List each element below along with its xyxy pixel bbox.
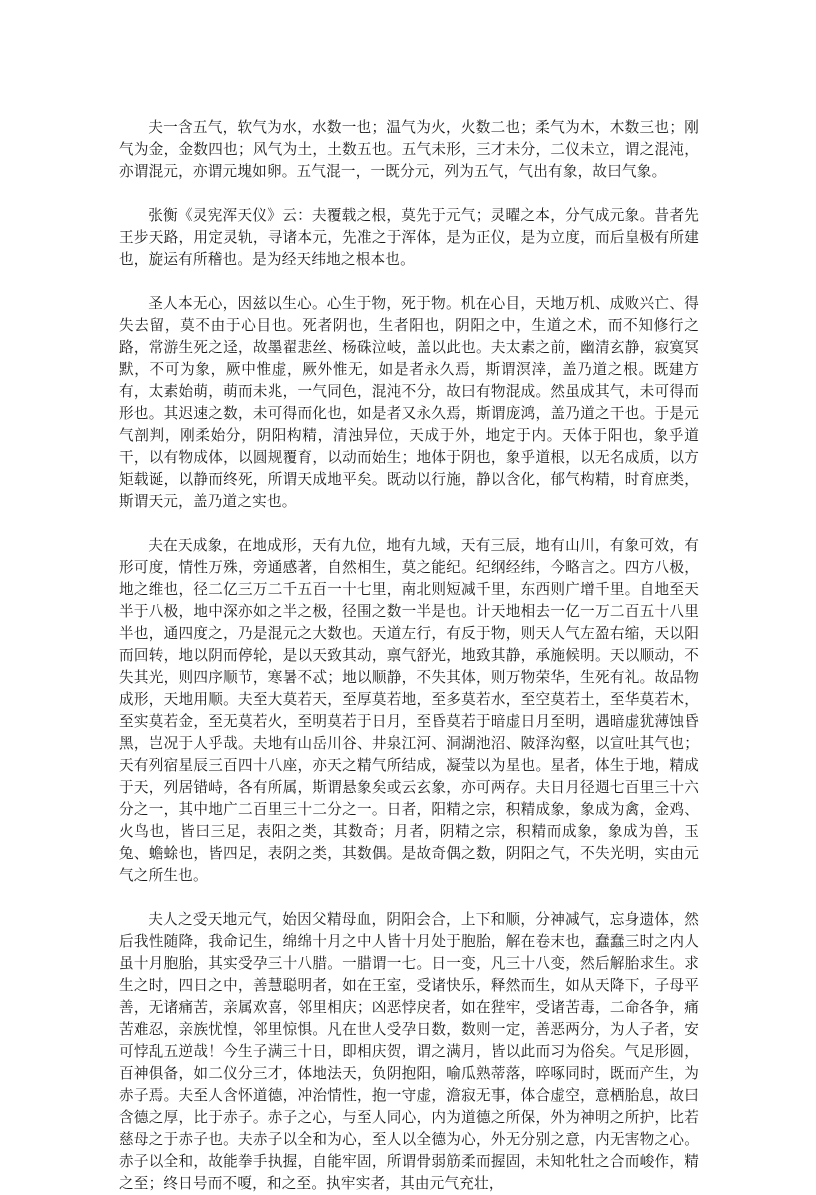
paragraph-heaven-earth: 夫在天成象，在地成形，天有九位，地有九域，天有三辰，地有山川，有象可效，有形可度，情性万殊，旁通感著，自然相生，莫之能纪。纪纲经纬，今略言之。四方八极，地之维也，径二亿三万二千五百一十七里，南北则短减千里，东西则广增千里。自地至天半于八极，地中深亦如之半之极，径围之数一半是也。计天地相去一亿一万二百五十八里半也，通四度之，乃是混元之大数也。天道左行，有反于物，则天人气左盈右缩，天以阳而回转，地以阴而停轮，是以天致其动，禀气舒光，地致其静，承施候明。天以顺动，不失其光，则四序顺节，寒暑不忒；地以顺静，不失其体，则万物荣华，生死有礼。故品物成形，天地用顺。夫至大莫若天，至厚莫若地，至多莫若水，至空莫若土，至华莫若木，至实莫若金，至无莫若火，至明莫若于日月，至昏莫若于暗虚日月至明，遇暗虚犹薄蚀昏黑，岂况于人乎哉。夫地有山岳川谷、井泉江河、洞湖池沼、陂泽沟壑，以宣吐其气也；天有列宿星辰三百四十八座，亦天之精气所结成，凝莹以为星也。星者，体生于地，精成于天，列居错峙，各有所属，斯谓悬象矣或云玄象，亦可两存。夫日月径週七百里三十六分之一，其中地广二百里三十二分之一。日者，阳精之宗，积精成象，象成为禽，金鸡、火鸟也，皆曰三足，表阳之类，其数奇；月者，阴精之宗，积精而成象，象成为兽，玉兔、蟾蜍也，皆四足，表阴之类，其数偶。是故奇偶之数，阴阳之气，不失光明，实由元气之所生也。 xyxy=(119,537,699,884)
paragraph-zhang-heng: 张衡《灵宪浑天仪》云：夫覆载之根，莫先于元气；灵曜之本，分气成元象。昔者先王步天路，用定灵轨，寻诸本元，先准之于浑体，是为正仪，是为立度，而后皇极有所建也，旋运有所稽也。是为经天纬地之根本也。 xyxy=(119,207,699,268)
paragraph-five-qi: 夫一含五气，软气为水，水数一也；温气为火，火数二也；柔气为木，木数三也；刚气为金，金数四也；风气为土，土数五也。五气未形，三才未分，二仪未立，谓之混沌，亦谓混元，亦谓元塊如卵。五气混一，一既分元，列为五气，气出有象，故曰气象。 xyxy=(119,119,699,180)
paragraph-sage-mind: 圣人本无心，因兹以生心。心生于物，死于物。机在心目，天地万机、成败兴亡、得失去留，莫不由于心目也。死者阴也，生者阳也，阴阳之中，生道之术，而不知修行之路，常游生死之迳，故墨翟悲丝、杨硃泣岐，盖以此也。夫太素之前，幽清玄静，寂寞冥默，不可为象，厥中惟虚，厥外惟无，如是者永久焉，斯谓溟涬，盖乃道之根。既建方有，太素始萌，萌而未兆，一气同色，混沌不分，故曰有物混成。然虽成其气，未可得而形也。其迟速之数，未可得而化也，如是者又永久焉，斯谓庞鸿，盖乃道之干也。于是元气剖判，刚柔始分，阴阳构精，清浊异位，天成于外，地定于内。天体于阳也，象乎道干，以有物成体，以圆规覆育，以动而始生；地体于阴也，象乎道根，以无名成质，以方矩载诞，以静而终死，所谓天成地平矣。既动以行施，静以含化，郁气构精，时育庶类，斯谓天元，盖乃道之实也。 xyxy=(119,295,699,510)
document-body xyxy=(119,117,699,1195)
paragraph-human-birth: 夫人之受天地元气，始因父精母血，阴阳会合，上下和顺，分神减气，忘身遗体，然后我性随降，我命记生，绵绵十月之中人皆十月处于胞胎，解在卷末也，蠢蠢三时之内人虽十月胞胎，其实受孕三十八腊。一腊谓一七。日一变，凡三十八变，然后解胎求生。求生之时，四日之中，善慧聪明者，如在王室，受诸快乐，释然而生，如从天降下，子母平善，无诸痛苦，亲属欢喜，邻里相庆；凶恶悖戾者，如在狴牢，受诸苦毒，二命各争，痛苦难忍，亲族忧惶，邻里惊惧。凡在世人受孕日数，数则一定，善恶两分，为人子者，安可悖乱五逆哉！今生子满三十日，即相庆贺，谓之满月，皆以此而习为俗矣。气足形圆，百神俱备，如二仪分三才，体地法天，负阴抱阳，喻瓜熟蒂落，啐啄同时，既而产生，为赤子焉。夫至人含怀道德，冲治情性，抱一守虚，澹寂无事，体合虚空，意栖胎息，故曰含德之厚，比于赤子。赤子之心，与至人同心，内为道德之所保，外为神明之所护，比若慈母之于赤子也。夫赤子以全和为心，至人以全德为心，外无分别之意，内无害物之心。赤子以全和，故能拳手执握，自能牢固，所谓骨弱筋柔而握固，未知牝牡之合而峻作，精之至；终日号而不嗄，和之至。执牢实者，其由元气充壮， xyxy=(119,911,699,1192)
